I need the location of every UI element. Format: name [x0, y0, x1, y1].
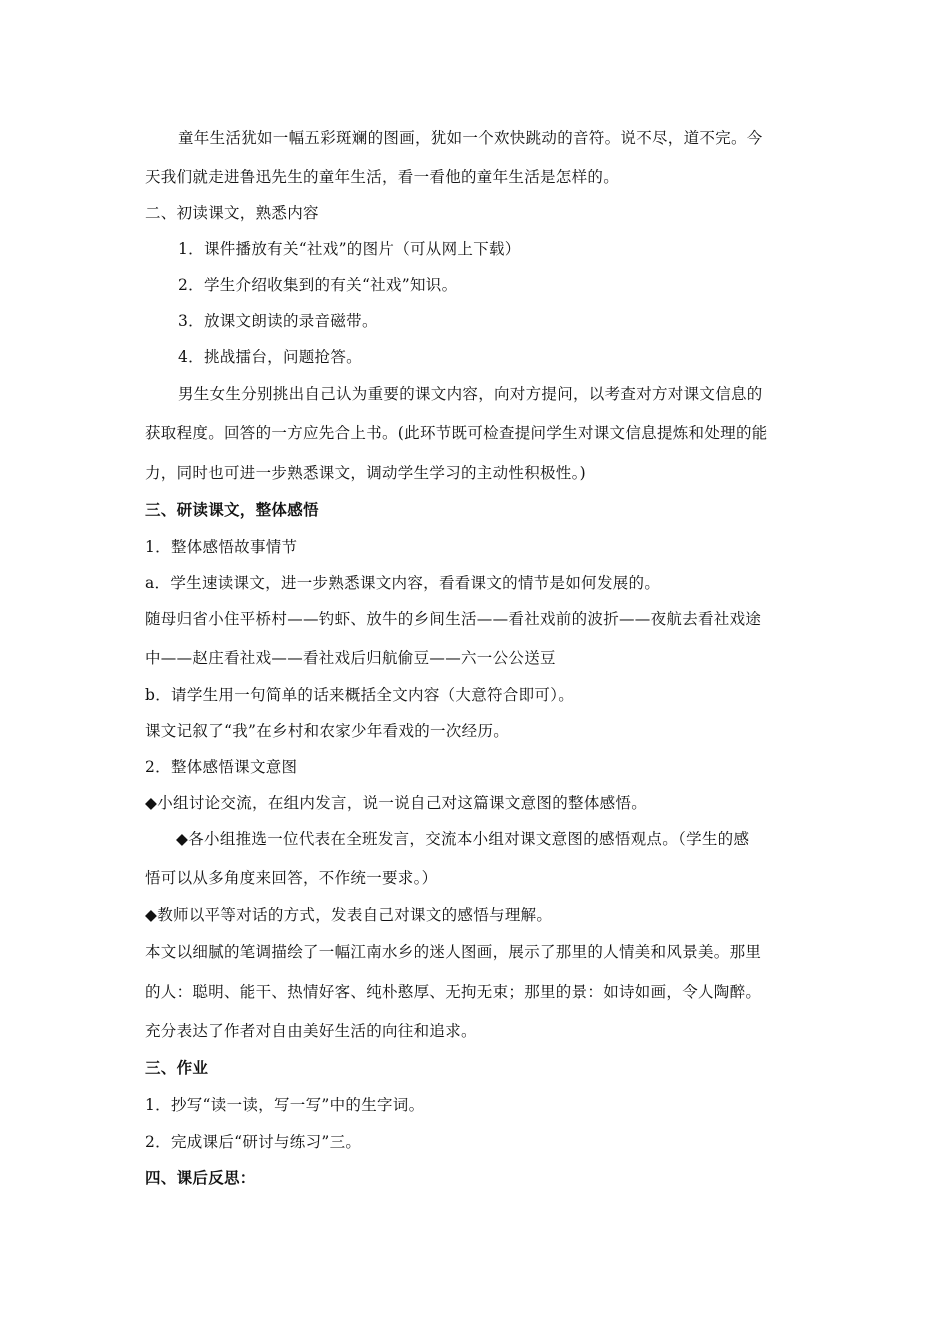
- plot-line-1: 随母归省小住平桥村——钓虾、放牛的乡间生活——看社戏前的波折——夜航去看社戏途: [145, 610, 762, 628]
- homework-item-2: 2．完成课后“研讨与练习”三。: [145, 1133, 362, 1151]
- challenge-paragraph-line-2: 获取程度。回答的一方应先合上书。(此环节既可检查提问学生对课文信息提炼和处理的能: [145, 424, 768, 442]
- intro-paragraph-line-2: 天我们就走进鲁迅先生的童年生活，看一看他的童年生活是怎样的。: [145, 168, 620, 186]
- list-item-3: 3．放课文朗读的录音磁带。: [178, 312, 378, 330]
- conclusion-line-2: 的人：聪明、能干、热情好客、纯朴憨厚、无拘无束；那里的景：如诗如画，令人陶醉。: [145, 983, 762, 1001]
- summary-line: 课文记叙了“我”在乡村和农家少年看戏的一次经历。: [145, 722, 510, 740]
- challenge-paragraph-line-1: 男生女生分别挑出自己认为重要的课文内容，向对方提问，以考查对方对课文信息的: [178, 385, 763, 403]
- discussion-item-2-line-2: 悟可以从多角度来回答，不作统一要求。）: [145, 869, 438, 887]
- intro-paragraph-line-1: 童年生活犹如一幅五彩斑斓的图画，犹如一个欢快跳动的音符。说不尽，道不完。今: [178, 129, 763, 147]
- homework-item-1: 1．抄写“读一读，写一写”中的生字词。: [145, 1096, 425, 1114]
- conclusion-line-3: 充分表达了作者对自由美好生活的向往和追求。: [145, 1022, 477, 1040]
- section-heading-first-reading: 二、初读课文，熟悉内容: [145, 204, 319, 222]
- plot-line-2: 中——赵庄看社戏——看社戏后归航偷豆——六一公公送豆: [145, 649, 556, 667]
- list-item-1: 1．课件播放有关“社戏”的图片（可从网上下载）: [178, 240, 521, 258]
- section-heading-study: 三、研读课文，整体感悟: [145, 500, 319, 519]
- section-heading-reflection: 四、课后反思：: [145, 1168, 256, 1187]
- section-heading-homework: 三、作业: [145, 1058, 209, 1077]
- challenge-paragraph-line-3: 力，同时也可进一步熟悉课文，调动学生学习的主动性积极性。): [145, 464, 586, 482]
- subsection-intent: 2．整体感悟课文意图: [145, 758, 298, 776]
- subsection-plot: 1．整体感悟故事情节: [145, 538, 298, 556]
- list-item-4: 4．挑战擂台，问题抢答。: [178, 348, 362, 366]
- step-b: b．请学生用一句简单的话来概括全文内容（大意符合即可）。: [145, 686, 575, 704]
- conclusion-line-1: 本文以细腻的笔调描绘了一幅江南水乡的迷人图画，展示了那里的人情美和风景美。那里: [145, 943, 762, 961]
- discussion-item-3: ◆教师以平等对话的方式，发表自己对课文的感悟与理解。: [145, 906, 553, 924]
- discussion-item-2-line-1: ◆各小组推选一位代表在全班发言，交流本小组对课文意图的感悟观点。（学生的感: [176, 830, 750, 848]
- list-item-2: 2．学生介绍收集到的有关“社戏”知识。: [178, 276, 458, 294]
- discussion-item-1: ◆小组讨论交流，在组内发言，说一说自己对这篇课文意图的整体感悟。: [145, 794, 648, 812]
- step-a: a．学生速读课文，进一步熟悉课文内容，看看课文的情节是如何发展的。: [145, 574, 661, 592]
